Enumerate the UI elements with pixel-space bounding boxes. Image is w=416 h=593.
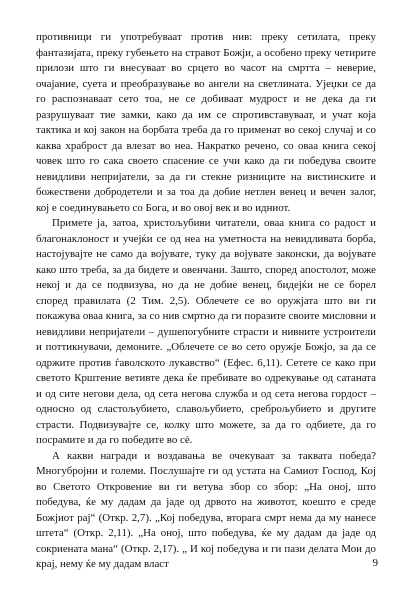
- document-page: [36, 30, 376, 573]
- paragraph-3: А какви награди и воздавања ве очекуваат за таквата победа? Многубројни и големи. Послушајте ги од устата на Самиот Господ, Кој во Светото Откровение ви ги ветува збор со збор: „На оној, што победува, ќе му дадам да јаде од дрвото на животот, коешто е среде Божјиот рај“ (Откр. 2,7). „Кој победува, вторага смрт нема да му нанесе штета“ (Откр. 2,11). „На оној, што победува, ќе му дадам да јаде од сокриената мана“ (Откр. 2,17). „ И кој победува и ги пази делата Мои до крај, нему ќе му дадам власт: [36, 449, 376, 570]
- paragraph-2: Примете ја, затоа, христољубиви читатели, оваа книга со радост и благонаклоност и учејќи се од неа на уметноста на невидливата борба, настојувајте не само да војувате, туку да војувате законски, да војувате како што треба, за да бидете и овенчани. Зашто, според апостолот, може некој и да се подвизува, но да не добие венец, бидејќи не се борел според правилата (2 Тим. 2,5). Облечете се во оружјата што ви ги покажува оваа книга, за со нив смртно да ги поразите своите мисловни и невидливи непријатели – душепогубните страсти и нивните устроители и поттикнувачи, демоните. „Облечете се во сето оружје Божјо, за да се одржите против ѓаволското лукавство“ (Ефес. 6,11). Сетете се како при светото Крштение ветивте дека ќе пребивате во одрекување од сатаната и од сите негови дела, од сета негова служба и од сета негова гордост – односно од сластољубието, славољубието, среброљубието и другите страсти. Подвизувајте се, колку што можете, за да го одбиете, да го посрамите и да го победите во сè.: [36, 217, 376, 446]
- paragraph-1: противници ги употребуваат против нив: преку сетилата, преку фантазијата, преку губењето на стравот Божји, а особено преку четирите прилози што ги внесуваат во срцето во часот на смртта – неверие, очајание, суета и преобразување во ангели на светлината. Ујеџки се да го распознаваат сето тоа, не се добиваат мудрост и не дека да ги разрушуваат тие замки, како да им се спротивставуваат, и учат која тактика и кој закон на борбата треба да го применат во секој случај и со каква храброст да влезат во неа. Накратко речено, со оваа книга секој човек што го сака своето спасение се учи како да ги победува своите невидливи непријатели, за да ги стекне ризниците на вистинските и божествени добродетели и за тоа да добие нетлен венец и вечен залог, кој е соединувањето со Бога, и во овој век и во идниот.: [36, 31, 376, 214]
- page-number: 9: [372, 557, 378, 569]
